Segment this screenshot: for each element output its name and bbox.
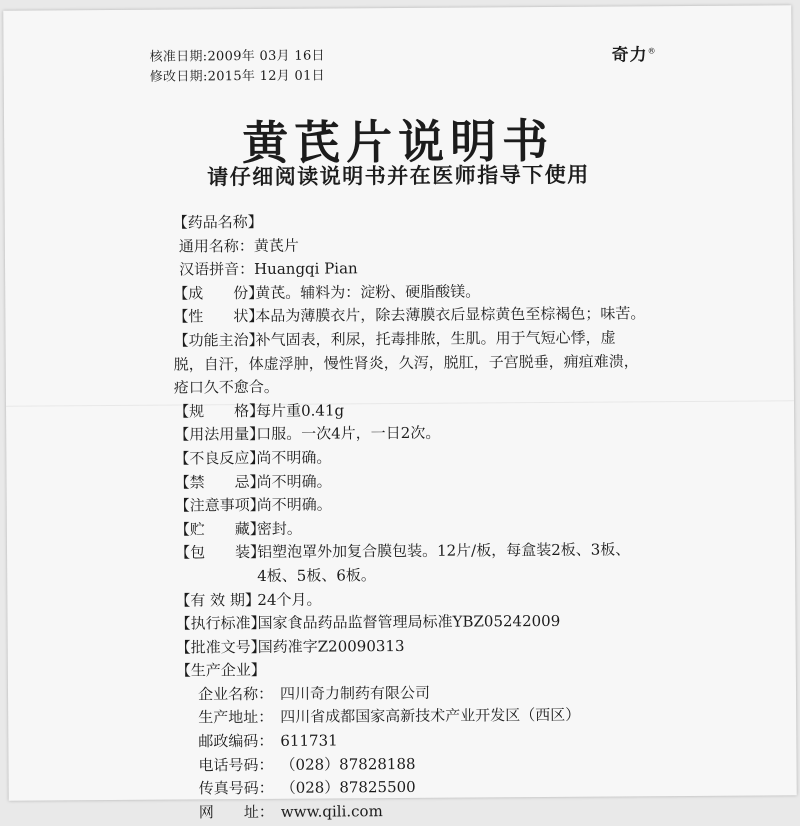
phone-label: 电话号码： xyxy=(198,755,274,775)
ingredients-text: 黄芪。辅料为：淀粉、硬脂酸镁。 xyxy=(255,282,481,302)
contraindications-text: 尚不明确。 xyxy=(256,472,332,491)
approval-text: 国药准字Z20090313 xyxy=(257,636,405,656)
usage-label: 【用法用量】 xyxy=(174,425,265,444)
postcode: 611731 xyxy=(280,731,338,750)
description-text: 本品为薄膜衣片，除去薄膜衣后显棕黄色至棕褐色；味苦。 xyxy=(255,304,646,326)
spec-text: 每片重0.41g xyxy=(255,401,345,420)
registered-mark: ® xyxy=(647,46,657,56)
description-label: 【性 状】 xyxy=(173,307,264,326)
generic-name: 通用名称：黄芪片 xyxy=(178,236,299,256)
indications-label: 【功能主治】 xyxy=(173,330,264,350)
company-name: 四川奇力制药有限公司 xyxy=(279,683,431,703)
address-label: 生产地址： xyxy=(198,708,274,727)
validity-text: 24个月。 xyxy=(257,590,322,609)
package-text-1: 铝塑泡罩外加复合膜包装。12片/板，每盒装2板、3板、 xyxy=(256,540,631,562)
website-row xyxy=(177,797,777,825)
instruction-sheet xyxy=(3,5,796,822)
revision-date: 修改日期:2015年 12月 01日 xyxy=(149,68,325,85)
package-label: 【包 装】 xyxy=(174,543,266,562)
phone-number: （028）87828188 xyxy=(280,754,416,774)
approval-date: 核准日期:2009年 03月 16日 xyxy=(149,48,325,65)
fax-number: （028）87825500 xyxy=(280,778,416,798)
fax-label: 传真号码： xyxy=(198,779,274,798)
adverse-text: 尚不明确。 xyxy=(256,448,332,467)
standard-text: 国家食品药品监督管理局标准YBZ05242009 xyxy=(257,611,561,633)
indications-text-2: 脱，自汗，体虚浮肿，慢性肾炎，久泻，脱肛，子宫脱垂，痈疽难溃， xyxy=(173,351,639,374)
indications-text-3: 疮口久不愈合。 xyxy=(173,378,279,397)
pinyin-name: 汉语拼音：Huangqi Pian xyxy=(179,259,358,279)
ingredients-label: 【成 份】 xyxy=(173,283,264,303)
contraindications-label: 【禁 忌】 xyxy=(174,472,265,492)
validity-label: 【有 效 期】 xyxy=(175,590,260,610)
spec-label: 【规 格】 xyxy=(173,401,265,421)
document-body xyxy=(173,207,777,825)
precautions-label: 【注意事项】 xyxy=(174,496,265,515)
adverse-label: 【不良反应】 xyxy=(174,448,265,468)
website-label: 网 址： xyxy=(198,802,274,822)
storage-text: 密封。 xyxy=(256,519,302,538)
indications-text-1: 补气固表，利尿，托毒排脓，生肌。用于气短心悸，虚 xyxy=(255,328,616,349)
manufacturer-heading: 【生产企业】 xyxy=(175,661,266,680)
postcode-label: 邮政编码： xyxy=(198,731,274,751)
address: 四川省成都国家高新技术产业开发区（西区） xyxy=(280,706,581,727)
brand-logo xyxy=(611,40,656,65)
storage-label: 【贮 藏】 xyxy=(174,519,265,539)
document-subtitle: 请仔细阅读说明书并在医师指导下使用 xyxy=(207,162,590,190)
website: www.qili.com xyxy=(280,801,383,821)
precautions-text: 尚不明确。 xyxy=(256,495,332,515)
document-title: 黄芪片说明书 xyxy=(241,113,555,171)
usage-text: 口服。一次4片，一日2次。 xyxy=(256,424,441,444)
standard-label: 【执行标准】 xyxy=(175,614,266,633)
brand-name: 奇力 xyxy=(611,45,648,66)
drug-name-heading: 【药品名称】 xyxy=(172,212,263,232)
approval-label: 【批准文号】 xyxy=(175,637,266,657)
company-name-label: 企业名称： xyxy=(197,684,274,704)
package-text-2: 4板、5板、6板。 xyxy=(257,566,376,585)
